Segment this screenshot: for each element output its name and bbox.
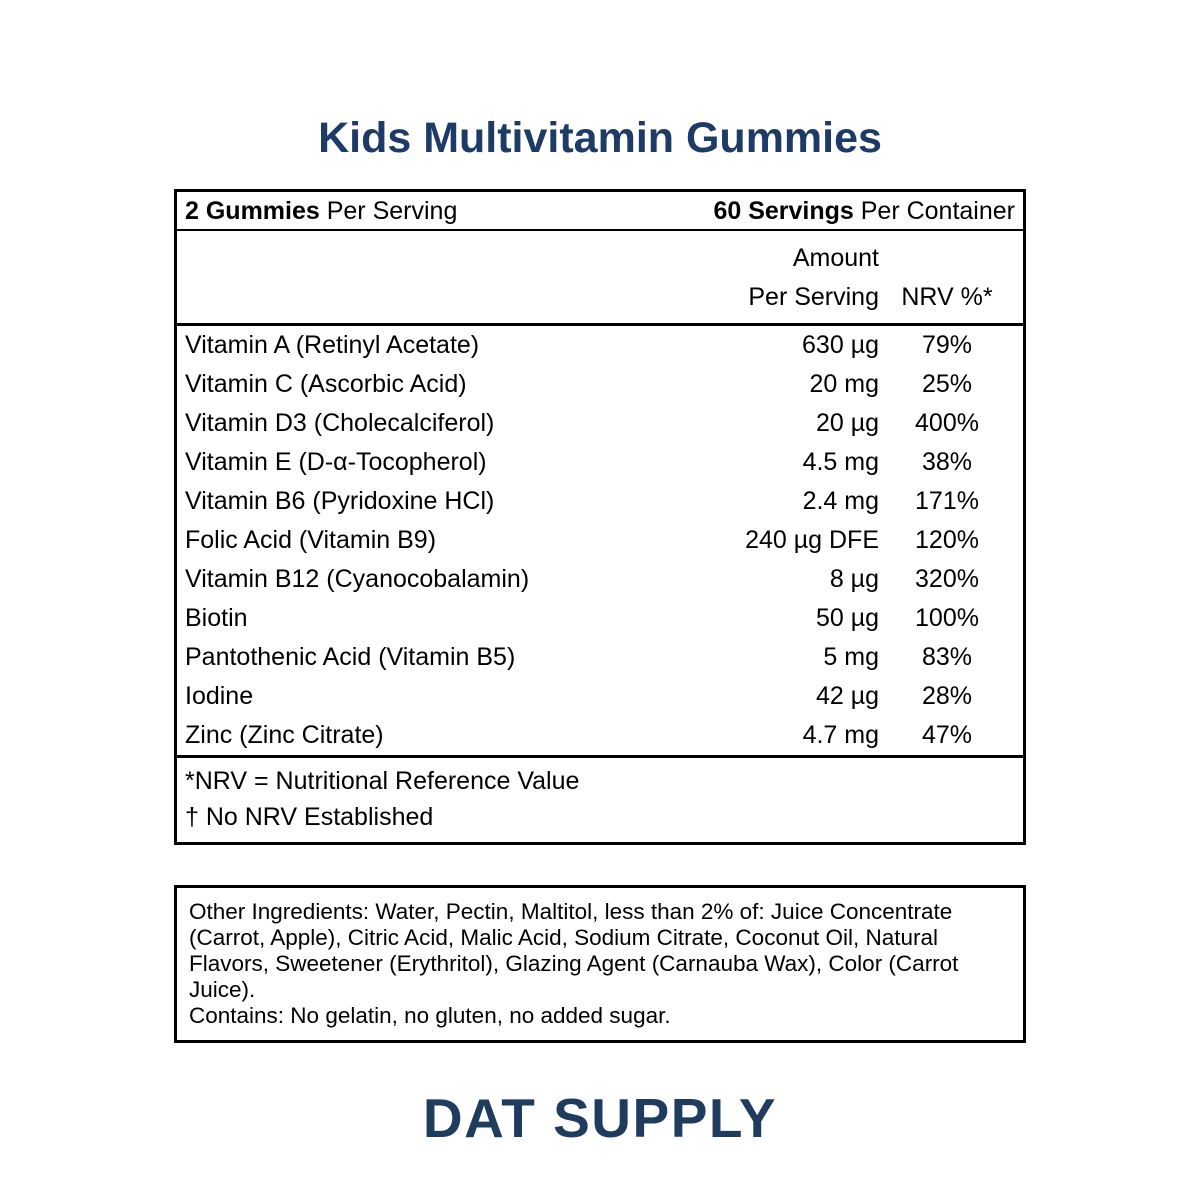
nutrient-nrv: 83% xyxy=(921,643,973,672)
nutrient-row xyxy=(177,365,1023,404)
other-ingredients-box xyxy=(174,885,1026,1043)
nutrient-name: Biotin xyxy=(185,604,248,633)
nrv-column-header: NRV %* xyxy=(901,283,993,312)
nutrient-row xyxy=(177,560,1023,599)
other-ingredients-text: Other Ingredients: Water, Pectin, Maltitol, less than 2% of: Juice Concentrate (Carrot, Apple), Citric Acid, Malic Acid, Sodium Citrate, Coconut Oil, Natural Flavors, Sweetener (Erythritol), Glazing Agent (Carnauba Wax), Color (Carrot Juice). xyxy=(189,899,959,1003)
servings-count-value: 60 Servings xyxy=(713,196,854,225)
nutrient-amount: 20 µg xyxy=(815,409,879,438)
nutrient-name: Vitamin D3 (Cholecalciferol) xyxy=(185,409,495,438)
nutrient-row xyxy=(177,482,1023,521)
nutrient-name: Vitamin B12 (Cyanocobalamin) xyxy=(185,565,530,594)
nutrient-amount: 2.4 mg xyxy=(802,487,879,516)
serving-header-row xyxy=(177,192,1023,231)
footnote-no-nrv: † No NRV Established xyxy=(185,803,434,832)
nutrient-amount: 42 µg xyxy=(815,682,879,711)
brand-logo: DAT SUPPLY xyxy=(422,1087,778,1150)
nutrient-nrv: 320% xyxy=(915,565,979,594)
nutrient-amount: 20 mg xyxy=(809,370,879,399)
nutrient-row xyxy=(177,443,1023,482)
nutrient-name: Iodine xyxy=(185,682,254,711)
nutrient-name: Folic Acid (Vitamin B9) xyxy=(185,526,437,555)
nutrient-nrv: 120% xyxy=(915,526,979,555)
nutrient-amount: 4.5 mg xyxy=(802,448,879,477)
nutrient-nrv: 38% xyxy=(921,448,973,477)
nutrient-amount: 630 µg xyxy=(802,331,879,360)
contains-text: Contains: No gelatin, no gluten, no added sugar. xyxy=(189,1003,671,1029)
footnotes-section xyxy=(177,755,1023,842)
nutrient-row xyxy=(177,638,1023,677)
nutrient-amount: 240 µg DFE xyxy=(745,526,879,555)
amount-column-header xyxy=(659,239,879,317)
nutrient-nrv: 100% xyxy=(915,604,979,633)
nutrient-nrv: 25% xyxy=(921,370,973,399)
serving-size-text xyxy=(185,197,457,226)
serving-size-label: Per Serving xyxy=(319,196,458,225)
nutrient-row xyxy=(177,404,1023,443)
nutrient-amount: 4.7 mg xyxy=(802,721,879,750)
nutrient-row xyxy=(177,326,1023,365)
nutrient-row xyxy=(177,716,1023,755)
nutrient-amount: 50 µg xyxy=(815,604,879,633)
nutrient-name: Vitamin E (D-α-Tocopherol) xyxy=(185,448,487,477)
serving-size-value: 2 Gummies xyxy=(185,196,320,225)
page-title: Kids Multivitamin Gummies xyxy=(318,114,882,162)
supplement-facts-panel xyxy=(174,189,1026,845)
nutrient-name: Zinc (Zinc Citrate) xyxy=(185,721,384,750)
nutrient-nrv: 171% xyxy=(915,487,979,516)
nutrient-amount: 8 µg xyxy=(829,565,879,594)
nutrient-amount: 5 mg xyxy=(823,643,879,672)
amount-header-line1: Amount xyxy=(792,244,879,273)
servings-per-container-text xyxy=(713,197,1015,226)
column-header-row xyxy=(177,231,1023,326)
amount-header-line2: Per Serving xyxy=(748,283,879,312)
servings-count-label: Per Container xyxy=(853,196,1015,225)
nutrient-name: Vitamin A (Retinyl Acetate) xyxy=(185,331,480,360)
nutrient-name: Vitamin C (Ascorbic Acid) xyxy=(185,370,467,399)
nutrient-nrv: 400% xyxy=(915,409,979,438)
nutrient-rows xyxy=(177,326,1023,755)
nutrient-row xyxy=(177,521,1023,560)
nutrient-nrv: 47% xyxy=(921,721,973,750)
nutrient-nrv: 79% xyxy=(921,331,973,360)
nutrient-nrv: 28% xyxy=(921,682,973,711)
nutrient-name: Pantothenic Acid (Vitamin B5) xyxy=(185,643,516,672)
nutrient-row xyxy=(177,677,1023,716)
nutrient-name: Vitamin B6 (Pyridoxine HCl) xyxy=(185,487,495,516)
footnote-nrv-definition: *NRV = Nutritional Reference Value xyxy=(185,767,580,796)
nutrient-row xyxy=(177,599,1023,638)
